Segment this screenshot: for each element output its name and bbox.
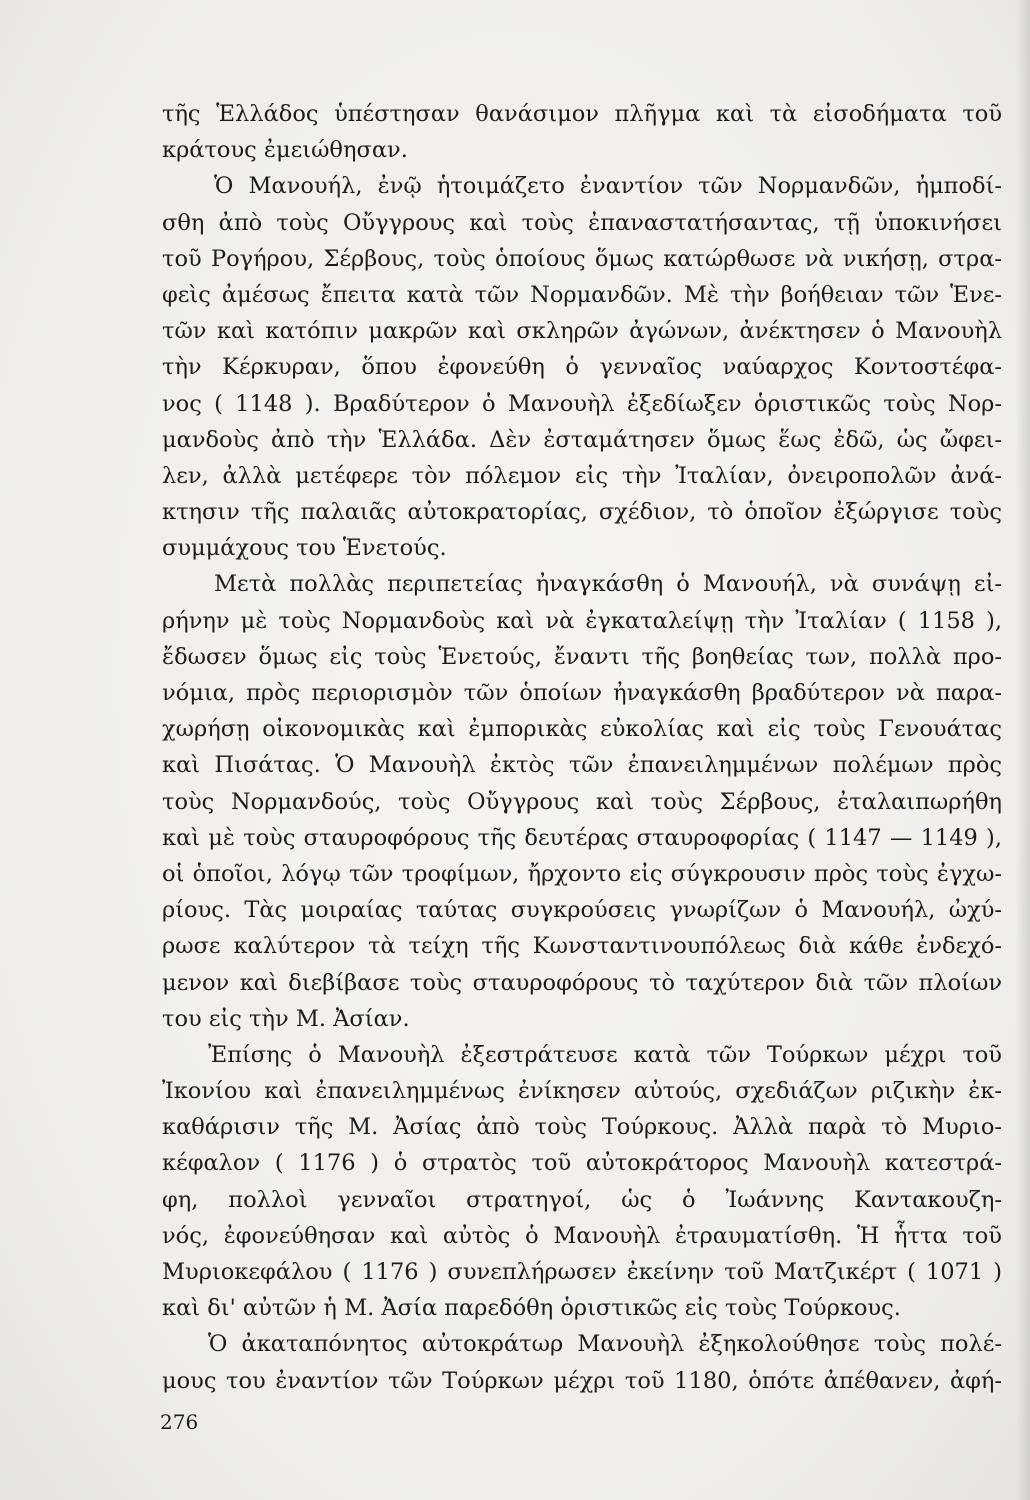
- text-line: τῆς Ἑλλάδος ὑπέστησαν θανάσιμον πλῆγμα καὶ τὰ εἰσοδήματα τοῦ: [162, 101, 1002, 127]
- text-line: φεὶς ἀμέσως ἔπειτα κατὰ τῶν Νορμανδῶν. Μὲ τὴν βοήθειαν τῶν Ἑνε-: [162, 281, 1002, 308]
- text-line: Ἐπίσης ὁ Μανουὴλ ἐξεστράτευσε κατὰ τῶν Τούρκων μέχρι τοῦ: [208, 1041, 1002, 1068]
- text-line: μους του ἐναντίον τῶν Τούρκων μέχρι τοῦ 1180, ὁπότε ἀπέθανεν, ἀφή-: [162, 1367, 1002, 1394]
- text-line: καθάρισιν τῆς Μ. Ἀσίας ἀπὸ τοὺς Τούρκους. Ἀλλὰ παρὰ τὸ Μυριο-: [162, 1114, 1002, 1141]
- text-line: σθη ἀπὸ τοὺς Οὔγγρους καὶ τοὺς ἐπαναστατήσαντας, τῇ ὑποκινήσει: [162, 209, 1002, 236]
- text-line: ρήνην μὲ τοὺς Νορμανδοὺς καὶ νὰ ἐγκαταλείψῃ τὴν Ἰταλίαν ( 1158 ),: [162, 607, 1002, 634]
- text-line: Μετὰ πολλὰς περιπετείας ἠναγκάσθη ὁ Μανουήλ, νὰ συνάψῃ εἰ-: [214, 571, 1002, 598]
- text-line: Ἰκονίου καὶ ἐπανειλημμένως ἐνίκησεν αὐτούς, σχεδιάζων ριζικὴν ἐκ-: [162, 1078, 1002, 1105]
- body-text: [162, 96, 1002, 1399]
- page-number: 276: [160, 1410, 199, 1434]
- text-line: Μυριοκεφάλου ( 1176 ) συνεπλήρωσεν ἐκείνην τοῦ Ματζικέρτ ( 1071 ): [162, 1259, 1002, 1285]
- page-edge-shadow: [1016, 0, 1030, 1500]
- text-line: τοὺς Νορμανδούς, τοὺς Οὔγγρους καὶ τοὺς Σέρβους, ἐταλαιπωρήθη: [162, 788, 1002, 815]
- text-line: τοῦ Ρογήρου, Σέρβους, τοὺς ὁποίους ὅμως κατώρθωσε νὰ νικήσῃ, στρα-: [162, 245, 1002, 272]
- text-line: κτησιν τῆς παλαιᾶς αὐτοκρατορίας, σχέδιον, τὸ ὁποῖον ἐξώργισε τοὺς: [162, 499, 1002, 526]
- text-line: φη, πολλοὶ γενναῖοι στρατηγοί, ὡς ὁ Ἰωάννης Καντακουζη-: [162, 1186, 1002, 1213]
- text-line: ἔδωσεν ὅμως εἰς τοὺς Ἑνετούς, ἔναντι τῆς βοηθείας των, πολλὰ προ-: [162, 643, 1002, 670]
- text-line: καὶ Πισάτας. Ὁ Μανουὴλ ἐκτὸς τῶν ἐπανειλημμένων πολέμων πρὸς: [162, 752, 1002, 779]
- text-line: καὶ δι' αὐτῶν ἡ Μ. Ἀσία παρεδόθη ὁριστικῶς εἰς τοὺς Τούρκους.: [162, 1295, 901, 1322]
- text-line: του εἰς τὴν Μ. Ἀσίαν.: [162, 1005, 410, 1032]
- text-line: μενον καὶ διεβίβασε τοὺς σταυροφόρους τὸ ταχύτερον διὰ τῶν πλοίων: [162, 969, 1002, 996]
- text-line: Ὁ Μανουήλ, ἐνῷ ἡτοιμάζετο ἐναντίον τῶν Νορμανδῶν, ἠμποδί-: [214, 173, 1002, 200]
- text-line: τῶν καὶ κατόπιν μακρῶν καὶ σκληρῶν ἀγώνων, ἀνέκτησεν ὁ Μανουὴλ: [162, 318, 1002, 345]
- text-line: τὴν Κέρκυραν, ὅπου ἐφονεύθη ὁ γενναῖος ναύαρχος Κοντοστέφα-: [162, 354, 1002, 381]
- text-line: νόμια, πρὸς περιορισμὸν τῶν ὁποίων ἠναγκάσθη βραδύτερον νὰ παρα-: [162, 680, 1002, 706]
- text-line: χωρήσῃ οἰκονομικὰς καὶ ἐμπορικὰς εὐκολίας καὶ εἰς τοὺς Γενουάτας: [162, 716, 1002, 743]
- text-line: λεν, ἀλλὰ μετέφερε τὸν πόλεμον εἰς τὴν Ἰταλίαν, ὀνειροπολῶν ἀνά-: [162, 462, 1002, 489]
- text-line: νος ( 1148 ). Βραδύτερον ὁ Μανουὴλ ἐξεδίωξεν ὁριστικῶς τοὺς Νορ-: [162, 390, 1002, 417]
- text-line: Ὁ ἀκαταπόνητος αὐτοκράτωρ Μανουὴλ ἐξηκολούθησε τοὺς πολέ-: [208, 1331, 1002, 1358]
- text-line: συμμάχους του Ἑνετούς.: [162, 535, 447, 562]
- text-line: νός, ἐφονεύθησαν καὶ αὐτὸς ὁ Μανουὴλ ἐτραυματίσθη. Ἡ ἧττα τοῦ: [162, 1222, 1002, 1249]
- text-line: κέφαλον ( 1176 ) ὁ στρατὸς τοῦ αὐτοκράτορος Μανουὴλ κατεστρά-: [162, 1150, 1002, 1177]
- text-line: ρωσε καλύτερον τὰ τείχη τῆς Κωνσταντινουπόλεως διὰ κάθε ἐνδεχό-: [162, 933, 1002, 960]
- text-line: ρίους. Τὰς μοιραίας ταύτας συγκρούσεις γνωρίζων ὁ Μανουήλ, ὠχύ-: [162, 897, 1002, 924]
- text-line: οἱ ὁποῖοι, λόγῳ τῶν τροφίμων, ἤρχοντο εἰς σύγκρουσιν πρὸς τοὺς ἐγχω-: [162, 860, 1002, 887]
- text-line: μανδοὺς ἀπὸ τὴν Ἑλλάδα. Δὲν ἐσταμάτησεν ὅμως ἕως ἐδῶ, ὡς ὤφει-: [162, 426, 1002, 453]
- text-line: κράτους ἐμειώθησαν.: [162, 137, 408, 164]
- text-line: καὶ μὲ τοὺς σταυροφόρους τῆς δευτέρας σταυροφορίας ( 1147 — 1149 ),: [162, 824, 1002, 851]
